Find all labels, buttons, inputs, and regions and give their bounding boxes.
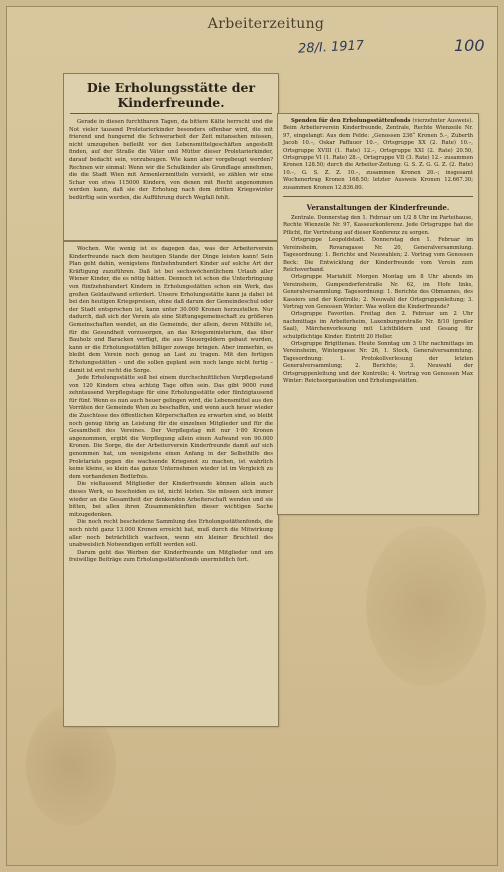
article-intro-paragraph: Gerade in diesen furchtbaren Tagen, da bittere Kälte herrscht und die Not vieler tausend Proletarierkinder besonders offenbar wird, die mit frierend und hungernd die Schwerarbeit der Zeit mitansehen müssen, nicht umzugehen befleißt vor den Lebensmittelgeschäften angestellt finden, auf der Straße die Väter und Mütter dieser Proletarierkinder, darauf bedacht sein, vorzubeugen. Wie kann aber vorgebeugt werden? Rechnen wir einmal: Wenn wir die Schulkinder als Grundlage annehmen, die die Stadt Wien mit Armenlernmitteln versieht, so zählen wir eine Schar von etwa 115000 Kindern, von denen mit Recht angenommen werden kann, daß sie der Erholung nach dem dritten Kriegswinter bedürftig sein werden, die Aufführung durch Wegfall fehlt.	[69, 119, 273, 201]
event-item: Ortsgruppe Favoriten. Freitag den 2. Februar um 2 Uhr nachmittags im Arbeiterheim, Laxenburgerstraße Nr. 8/10 (großer Saal), Märchenvorlesung mit Lichtbildern und Gesang für schulpflichtige Kinder. Eintritt 20 Heller.	[283, 311, 473, 340]
article-intro	[69, 119, 273, 203]
article-title-clipping	[64, 74, 278, 240]
donations-block	[283, 118, 473, 192]
announcements-clipping	[278, 114, 478, 514]
events-list	[283, 215, 473, 385]
donations-heading: Spenden für den Erholungsstättenfonds	[291, 118, 411, 124]
article-paragraph: Die vieltausend Mitglieder der Kinderfreunde können allein auch dieses Werk, so bescheiden es ist, nicht leisten. Sie müssen sich immer wieder an die Gesamtheit der denkenden Arbeiterschaft wenden und sie bitten, bei allen ihren Zusammenkünften dieser wichtigen Sache mitzugedenken.	[69, 481, 273, 518]
event-item: Ortsgruppe Leopoldstadt. Donnerstag den 1. Februar im Vereinsheim, Rovaragasse Nr. 20, Generalversammlung. Tagesordnung: 1. Berichte und Neuwahlen; 2. Vortrag vom Genossen Beck: Die Entwicklung der Kinderfreunde vom Verein zum Reichsverband.	[283, 237, 473, 273]
article-body	[69, 246, 273, 565]
article-paragraph: Darum geht das Werben der Kinderfreunde um Mitglieder und um freiwillige Beiträge zum Erholungsstättenfonds unermüdlich fort.	[69, 549, 273, 564]
paper-stain	[366, 526, 486, 686]
article-paragraph: Die noch recht bescheidene Sammlung des Erholungsstättenfonds, die noch nicht ganz 13.000 Kronen erreicht hat, muß durch die Mitwirkung aller noch beträchtlich wachsen, wenn ein kleiner Bruchteil des unabweislich Notwendigen erfüllt werden soll.	[69, 519, 273, 549]
article-title: Die Erholungsstätte der Kinderfreunde.	[70, 80, 272, 114]
article-body-clipping	[64, 242, 278, 726]
handwritten-number: 100	[454, 36, 485, 55]
section-divider	[283, 196, 473, 197]
event-item: Zentrale. Donnerstag den 1. Februar um 1/2 8 Uhr im Parteihause, Rechte Wienzeile Nr. 97, Kasseurkonferenz. Jede Ortsgruppe hat die Pflicht, für Vertretung auf dieser Konferenz zu sorgen.	[283, 215, 473, 236]
newspaper-masthead: Arbeiterzeitung	[207, 16, 325, 32]
handwritten-date: 28/I. 1917	[297, 38, 365, 57]
article-paragraph: Wochen. Wie wenig ist es dagegen das, was der Arbeiterverein Kinderfreunde nach dem heutigen Stande der Dinge leisten kann! Sein Plan geht dahin, wenigstens fünfzehnhundert Kinder auf solche Art der Kräftigung zuzuführen. Daß ist bei sechswöchentlichem Urlaub aller Wiener Kinder, die es nötig hätten. Dennoch ist schon die Unterbringung von fünfzehnhundert Kindern in Erholungsstätten schon ein Werk, das großen Geldaufwand erfordert. Unsere Erholungsstätte kann ja dabei ist bei den heutigen Kriegspreisen, ohne daß darum der Gemeindeschul oder der Stadt entsprochen ist, kann unter 30.000 Kronen herzustellen. Nur dadurch, daß sich der Verein als eine Stiftungsgemeinschaft zu größeren Gemeinschaften wendet, an die Gemeinde, der allein, deren Mithilfe ist, für die Gesundheit vorzusorgen, an das Kriegsministerium, das über Bauholz und Baracken verfügt, die aus Steuergeldern gebaut wurden, kann er die Erholungsstätten billiger zuwege bringen. Aber immerhin, es bleibt dem Verein noch genug an Last zu tragen. Mit den fertigen Erholungsstätten – und die sollen geplant sein noch lange nicht fertig – damit ist erst recht die Sorge.	[69, 246, 273, 374]
donations-text: (vierzehnter Ausweis). Beim Arbeiterverein Kinderfreunde, Zentrale, Rechte Wienzeile Nr. 97, eingelangt: Aus dem Felde: „Genossen 236“ Kronen 5.–, Zuberth Jacob 10.–, Oskar Paffauer 10.–, Ortsgruppe XX (2. Rate) 10.–, Ortsgruppe XVIII (1. Rate) 12.–, Ortsgruppe XXI (2. Rate) 20.50, Ortsgruppe VI (1. Rate) 28.–, Ortsgruppe VII (3. Rate) 12.– zusammen Kronen 128.50; durch die Arbeiter-Zeitung: G. S. Z. G. G. Z. (2. Rate) 10.–, G. S. Z. Z. 10.–, zusammen Kronen 20.–; insgesamt Wochenertrag Kronen 168.50; letzter Ausweis Kronen 12.667.30; zusammen Kronen 12.836.80.	[283, 118, 473, 191]
article-paragraph: Jede Erholungsstätte soll bei einem durchschnittlichen Verpflegsstand von 120 Kindern etwa achtzig Tage offen sein. Das gibt 9000 rund zehntausend Verpflegstage für eine Erholungsstätte oder fünfzigtausend für fünf. Wenn es nun auch heuer gelingen wird, die Lebensmittel aus den Vorräten der Gemeinde Wien zu beschaffen, und wenn auch heuer wieder die Zuschüsse des öffentlichen Körperschaften zu erwarten sind, so bleibt noch genug übrig an Leistung für die einzelnen Mitglieder und für die Gesamtheit des Vereines. Der Verpflegstag mit nur 1·80 Kronen angenommen, ergibt die Verpflegung allein einen Aufwand von 90.000 Kronen. Die Sorge, die der Arbeiterverein Kinderfreunde damit auf sich genommen hat, um wenigstens einen Anfang in der Selbsthilfe des Proletariats gegen die wachsende Kriegsnot zu machen, ist wahrlich keine kleine, so klein das ganze Unternehmen wieder ist im Vergleich zu dem vorhandenen Bedürfnis.	[69, 375, 273, 480]
event-item: Ortsgruppe Mariahilf. Morgen Montag um 8 Uhr abends im Vereinsheim, Gumpendorferstraße Nr. 62, im Hofe links, Generalversammlung. Tagesordnung: 1. Berichte des Obmannes, des Kassiers und der Kontrolle; 2. Neuwahl der Ortsgruppenleitung; 3. Vortrag von Genossen Winter: Was wollen die Kinderfreunde?	[283, 274, 473, 310]
event-item: Ortsgruppe Brigittenau. Heute Sonntag um 3 Uhr nachmittags im Vereinsheim, Wintergasse Nr. 26, 1. Stock, Generalversammlung. Tagesordnung: 1. Protokollverlesung der letzten Generalversammlung; 2. Berichte; 3. Neuwahl der Ortsgruppenleitung und der Kontrolle; 4. Vortrag von Genossen Max Winter: Reichsorganisation und Erholungsstätten.	[283, 340, 473, 384]
archive-sheet	[6, 6, 498, 866]
events-heading: Veranstaltungen der Kinderfreunde.	[306, 203, 450, 213]
